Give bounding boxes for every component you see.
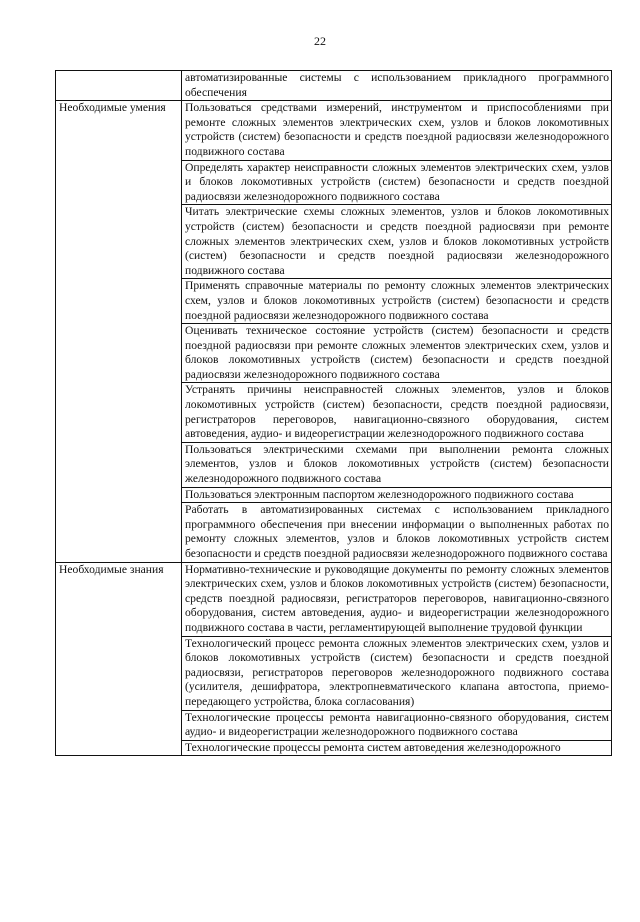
skill-item: Пользоваться средствами измерений, инструментом и приспособлениями при ремонте сложных элементов электрических схем, узлов и блоков локомотивных устройств (систем) безопасности и средств поездной радиосвязи железнодорожного подвижного состава bbox=[182, 101, 612, 160]
knowledge-item: Технологические процессы ремонта навигационно-связного оборудования, систем аудио- и видеорегистрации железнодорожного подвижного состава bbox=[182, 710, 612, 740]
section-label-knowledge: Необходимые знания bbox=[56, 562, 182, 756]
section-label-skills: Необходимые умения bbox=[56, 101, 182, 562]
skill-item: Определять характер неисправности сложных элементов электрических схем, узлов и блоков локомотивных устройств (систем) безопасности и средств поездной радиосвязи железнодорожного подвижного состава bbox=[182, 160, 612, 205]
table-row bbox=[56, 101, 612, 160]
knowledge-item: Технологические процессы ремонта систем автоведения железнодорожного bbox=[182, 740, 612, 756]
skill-item: Пользоваться электрическими схемами при выполнении ремонта сложных элементов, узлов и блоков локомотивных устройств (систем) безопасности железнодорожного подвижного состава bbox=[182, 442, 612, 487]
knowledge-item: Технологический процесс ремонта сложных элементов электрических схем, узлов и блоков локомотивных устройств (систем) безопасности и средств поездной радиосвязи, регистраторов переговоров железнодорожного подвижного состава (усилителя, дешифратора, электропневматического клапана автостопа, приемо-передающего устройства, блока согласования) bbox=[182, 636, 612, 710]
skill-item: Работать в автоматизированных системах с использованием прикладного программного обеспечения при внесении информации о выполненных работах по ремонту сложных элементов, узлов и блоков локомотивных устройств систем безопасности и средств поездной радиосвязи железнодорожного подвижного состава bbox=[182, 503, 612, 562]
page-number: 22 bbox=[314, 34, 326, 48]
skill-item: Читать электрические схемы сложных элементов, узлов и блоков локомотивных устройств (систем) безопасности и средств поездной радиосвязи при ремонте сложных элементов электрических схем, узлов и блоков локомотивных устройств (систем) безопасности и средств поездной радиосвязи железнодорожного подвижного состава bbox=[182, 205, 612, 279]
table-row bbox=[56, 562, 612, 636]
knowledge-item: Нормативно-технические и руководящие документы по ремонту сложных элементов электрических схем, узлов и блоков локомотивных устройств (систем) безопасности, средств поездной радиосвязи, регистраторов переговоров, навигационно-связного оборудования, систем автоведения, аудио- и видеорегистрации железнодорожного подвижного состава в части, регламентирующей выполнение трудовой функции bbox=[182, 562, 612, 636]
table-row bbox=[56, 71, 612, 101]
empty-label-cell bbox=[56, 71, 182, 101]
skill-item: Устранять причины неисправностей сложных элементов, узлов и блоков локомотивных устройств (систем) безопасности, средств поездной радиосвязи, регистраторов переговоров, навигационно-связного оборудования, систем автоведения, аудио- и видеорегистрации железнодорожного подвижного состава bbox=[182, 383, 612, 442]
skill-item: Применять справочные материалы по ремонту сложных элементов электрических схем, узлов и блоков локомотивных устройств (систем) безопасности и средств поездной радиосвязи железнодорожного подвижного состава bbox=[182, 279, 612, 324]
intro-cell: автоматизированные системы с использованием прикладного программного обеспечения bbox=[182, 71, 612, 101]
skill-item: Оценивать техническое состояние устройств (систем) безопасности и средств поездной радиосвязи при ремонте сложных элементов электрических схем, узлов и блоков локомотивных устройств (систем) безопасности и средств поездной радиосвязи железнодорожного подвижного состава bbox=[182, 324, 612, 383]
skill-item: Пользоваться электронным паспортом железнодорожного подвижного состава bbox=[182, 487, 612, 503]
requirements-table bbox=[55, 70, 612, 756]
